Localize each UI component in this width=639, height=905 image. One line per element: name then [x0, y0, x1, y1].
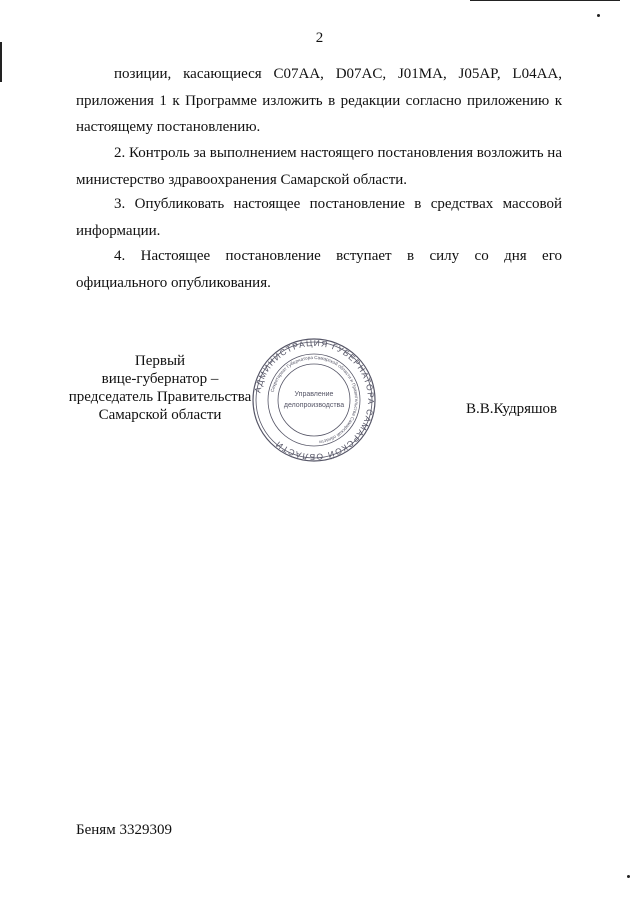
stamp-center-line-2: делопроизводства [283, 402, 345, 409]
paragraph-1 [76, 61, 562, 141]
official-stamp [245, 338, 383, 462]
stamp-inner-text: Секретариат Губернатора Самарской области и Правительства Самарской области [269, 354, 360, 445]
scan-artifact [597, 14, 600, 17]
paragraph-1-rest: приложения 1 к Программе изложить в редакции согласно приложению к настоящему постановлению. [76, 92, 562, 135]
paragraph-2: 2. Контроль за выполнением настоящего постановления возложить на министерство здравоохранения Самарской области. [76, 145, 562, 188]
signature-title-line-3: председатель Правительства [68, 389, 252, 405]
signature-title-line-4: Самарской области [98, 407, 222, 423]
signature-title-line-2: вице-губернатор – [101, 371, 219, 387]
signer-name: В.В.Кудряшов [466, 401, 558, 417]
stamp-outer-text: АДМИНИСТРАЦИЯ ГУБЕРНАТОРА САМАРСКОЙ ОБЛАСТИ [252, 338, 377, 462]
signature-title [60, 352, 260, 424]
signature-title-line-1: Первый [134, 353, 186, 369]
page-number: 2 [315, 30, 324, 46]
paragraph-3: 3. Опубликовать настоящее постановление в средствах массовой информации. [76, 196, 562, 239]
scan-artifact [627, 875, 630, 878]
footer-note: Беням 3329309 [76, 822, 172, 838]
paragraph-4: 4. Настоящее постановление вступает в силу со дня его официального опубликования. [76, 248, 562, 291]
scan-artifact [0, 42, 2, 82]
svg-text:Секретариат Губернатора Самарс [270, 355, 359, 445]
stamp-center-line-1: Управление [294, 391, 334, 398]
paragraph-1-line-1: позиции, касающиеся С07АА, D07AC, J01MA, J05AP, L04AA, [114, 66, 562, 82]
scan-artifact [470, 0, 620, 1]
